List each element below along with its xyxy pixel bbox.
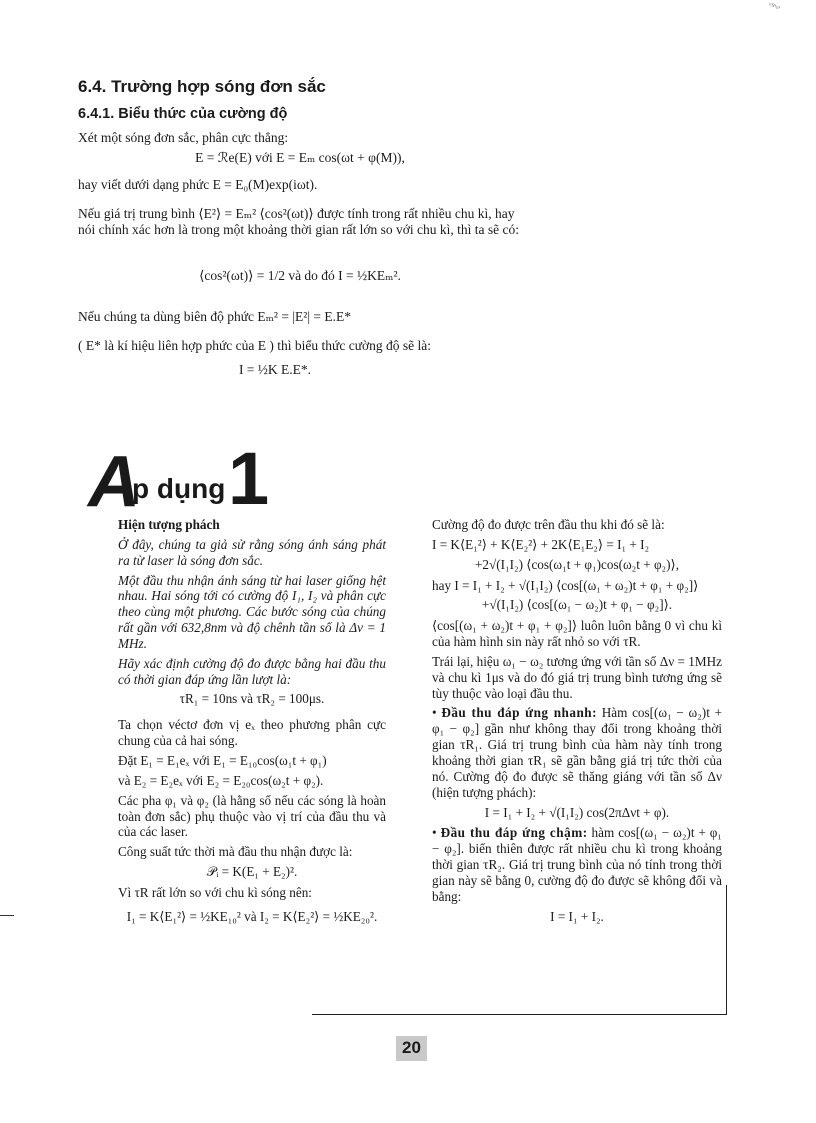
section-subtitle: 6.4.1. Biểu thức của cường độ: [78, 106, 288, 122]
equation-total-1: I = K⟨E₁²⟩ + K⟨E₂²⟩ + 2K⟨E₁E₂⟩ = I₁ + I₂: [432, 536, 650, 552]
paragraph-intro: Xét một sóng đơn sắc, phân cực thẳng:: [78, 130, 289, 145]
section-title: 6.4. Trường hợp sóng đơn sắc: [78, 77, 326, 96]
bullet-fast-head: Đầu thu đáp ứng nhanh:: [441, 705, 598, 721]
equation-total-2: +2√(I₁I₂) ⟨cos(ω₁t + φ₁)cos(ω₂t + φ₂)⟩,: [474, 556, 679, 572]
corner-mark: ᵛ⁹'ᵒ': [766, 0, 782, 15]
margin-mark: [0, 915, 14, 916]
equation-intensities: I₁ = K⟨E₁²⟩ = ½KE₁₀² và I₂ = K⟨E₂²⟩ = ½KE₂₀².: [126, 908, 378, 924]
paragraph-sum-zero: ⟨cos[(ω₁ + ω₂)t + φ₁ + φ₂]⟩ luôn luôn bằng 0 vì chu kì của hàm hình sin này rất nhỏ so với τR.: [432, 618, 722, 650]
problem-intro-3: Hãy xác định cường độ đo được bằng hai đầu thu có thời gian đáp ứng lần lượt là:: [118, 655, 386, 687]
application-banner: [88, 437, 288, 522]
paragraph-power: Công suất tức thời mà đầu thu nhận được là:: [118, 844, 353, 860]
paragraph-average: Nếu giá trị trung bình ⟨E²⟩ = Eₘ² ⟨cos²(ωt)⟩ được tính trong rất nhiều chu kì, hay nói chính xác hơn là trong một khoảng thời gian rất lớn so với chu kì, thì ta sẽ có:: [78, 206, 519, 238]
equation-constant: I = I₁ + I₂.: [550, 908, 604, 924]
bullet-slow: • Đầu thu đáp ứng chậm: hàm cos[(ω₁ − ω₂)t + φ₁ − φ₂]. biến thiên được rất nhiều chu kì trong khoảng thời gian τR₂. Giá trị trung bình của nó tính trong thời gian này sẽ bằng 0, cường độ đo được sẽ không đổi và bằng:: [432, 825, 723, 904]
right-column: [432, 517, 722, 929]
paragraph-e1: Đặt E₁ = E₁eₓ với E₁ = E₁₀cos(ω₁t + φ₁): [118, 752, 327, 768]
paragraph-phases: Các pha φ₁ và φ₂ (là hằng số nếu các sóng là hoàn toàn đơn sắc) phụ thuộc vào vị trí của đầu thu và của các laser.: [118, 792, 386, 840]
paragraph-unit-vector: Ta chọn véctơ đơn vị eₓ theo phương phân cực chung của cả hai sóng.: [118, 717, 386, 749]
bullet-slow-head: Đầu thu đáp ứng chậm:: [440, 825, 588, 841]
problem-intro-2: Một đầu thu nhận ánh sáng từ hai laser giống hệt nhau. Hai sóng tới có cường độ I₁, I₂ và phân cực theo cùng một phương. Các bước sóng của chúng rất gần với 632,8nm và độ chênh tần số là Δν = 1 MHz.: [118, 572, 386, 651]
right-bracket-vertical: [726, 885, 727, 1015]
paragraph-difference: Trái lại, hiệu ω₁ − ω₂ tương ứng với tần số Δν = 1MHz và chu kì 1μs và do đó giá trị trung bình tương ứng sẽ tùy thuộc vào loại đầu thu.: [432, 653, 722, 701]
bullet-fast-text: Hàm cos[(ω₁ − ω₂)t + φ₁ − φ₂] gần như không thay đổi trong khoảng thời gian τR₁. Giá trị trung bình của hàm này tính trong khoảng thời gian τR₁ sẽ gần bằng giá trị tức thời của nó. Cường độ đo được sẽ thăng giáng với tần số Δν (hiện tượng phách):: [432, 705, 722, 800]
equation-power: 𝒫ᵢ = K(E₁ + E₂)².: [206, 864, 298, 880]
problem-heading: Hiện tượng phách: [118, 517, 220, 532]
paragraph-complex: hay viết dưới dạng phức E = E₀(M)exp(iωt).: [78, 177, 318, 192]
paragraph-tau: Vì τR rất lớn so với chu kì sóng nên:: [118, 884, 312, 900]
application-label: p dụng: [132, 473, 226, 504]
paragraph-amplitude: Nếu chúng ta dùng biên độ phức Eₘ² = |E²| = E.E*: [78, 309, 352, 324]
equation-total-3: hay I = I₁ + I₂ + √(I₁I₂) ⟨cos[(ω₁ + ω₂)t + φ₁ + φ₂]⟩: [432, 577, 699, 593]
equation-beats: I = I₁ + I₂ + √(I₁I₂) cos(2πΔνt + φ).: [484, 804, 670, 820]
problem-intro-1: Ở đây, chúng ta giả sử rằng sóng ánh sáng phát ra từ laser là sóng đơn sắc.: [118, 536, 386, 568]
bullet-slow-text: hàm cos[(ω₁ − ω₂)t + φ₁ − φ₂]. biến thiên được rất nhiều chu kì trong khoảng thời gian τR₂. Giá trị trung bình của nó tính trong thời gian này sẽ bằng 0, cường độ đo được sẽ không đổi và bằng:: [432, 825, 723, 904]
application-big-letter: A: [88, 442, 140, 522]
equation-total-4: +√(I₁I₂) ⟨cos[(ω₁ − ω₂)t + φ₁ − φ₂]⟩.: [481, 597, 673, 613]
paragraph-measured: Cường độ đo được trên đầu thu khi đó sẽ là:: [432, 517, 665, 532]
paragraph-e2: và E₂ = E₂eₓ với E₂ = E₂₀cos(ω₂t + φ₂).: [118, 772, 324, 788]
application-number: 1: [228, 437, 270, 520]
paragraph-conjugate: ( E* là kí hiệu liên hợp phức của E ) thì biểu thức cường độ sẽ là:: [78, 338, 432, 353]
bullet-fast: • Đầu thu đáp ứng nhanh: Hàm cos[(ω₁ − ω₂)t + φ₁ − φ₂] gần như không thay đổi trong khoảng thời gian τR₁. Giá trị trung bình của hàm này tính trong khoảng thời gian τR₁ sẽ gần bằng giá trị tức thời của nó. Cường độ đo được sẽ thăng giáng với tần số Δν (hiện tượng phách):: [432, 705, 722, 800]
equation-field: E = ℛe(E) với E = Eₘ cos(ωt + φ(M)),: [195, 150, 405, 165]
bottom-rule: [312, 1014, 727, 1015]
equation-intensity: I = ½K E.E*.: [238, 362, 312, 377]
page-number: 20: [396, 1036, 427, 1061]
equation-average: ⟨cos²(ωt)⟩ = 1/2 và do đó I = ½KEₘ².: [199, 268, 401, 283]
equation-response-times: τR₁ = 10ns và τR₂ = 100μs.: [179, 691, 325, 707]
left-column: [118, 517, 386, 930]
